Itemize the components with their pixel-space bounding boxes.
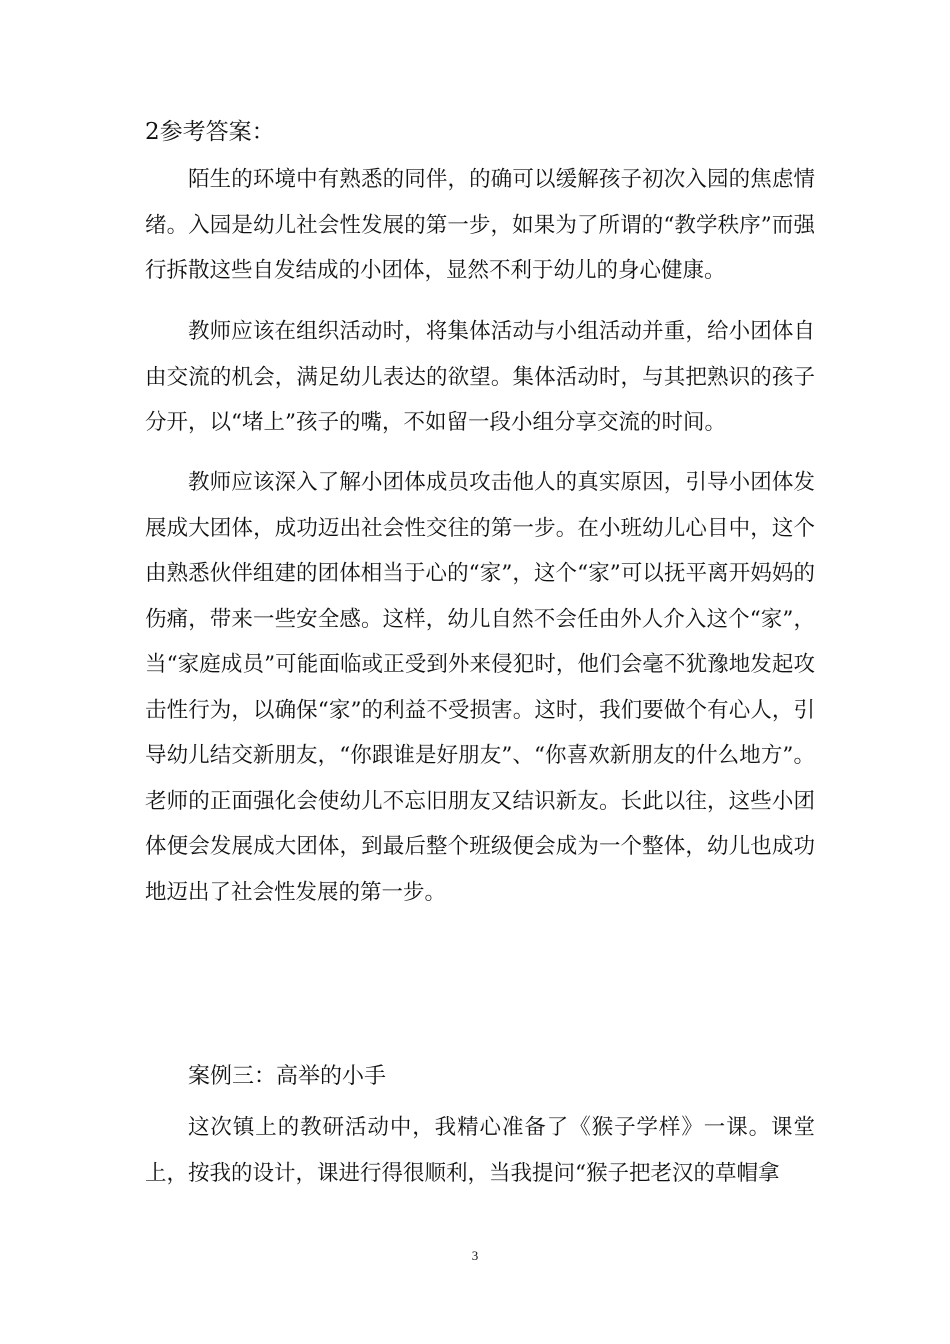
case-title: 案例三：高举的小手 [188, 1064, 387, 1089]
answer-paragraph-1: 陌生的环境中有熟悉的同伴，的确可以缓解孩子初次入园的焦虑情绪。入园是幼儿社会性发展的第一步，如果为了所谓的“教学秩序”而强行拆散这些自发结成的小团体，显然不利于幼儿的身心健康。 [145, 167, 815, 283]
answer-paragraph-2: 教师应该在组织活动时，将集体活动与小组活动并重，给小团体自由交流的机会，满足幼儿表达的欲望。集体活动时，与其把熟识的孩子分开，以“堵上”孩子的嘴，不如留一段小组分享交流的时间。 [145, 319, 815, 435]
answer-paragraph-3: 教师应该深入了解小团体成员攻击他人的真实原因，引导小团体发展成大团体，成功迈出社会性交往的第一步。在小班幼儿心目中，这个由熟悉伙伴组建的团体相当于心的“家”，这个“家”可以抚平离开妈妈的伤痛，带来一些安全感。这样，幼儿自然不会任由外人介入这个“家”，当“家庭成员”可能面临或正受到外来侵犯时，他们会毫不犹豫地发起攻击性行为，以确保“家”的利益不受损害。这时，我们要做个有心人，引导幼儿结交新朋友，“你跟谁是好朋友”、“你喜欢新朋友的什么地方”。老师的正面强化会使幼儿不忘旧朋友又结识新友。长此以往，这些小团体便会发展成大团体，到最后整个班级便会成为一个整体，幼儿也成功地迈出了社会性发展的第一步。 [145, 470, 815, 905]
case-paragraph: 这次镇上的教研活动中，我精心准备了《猴子学样》一课。课堂上，按我的设计，课进行得很顺利，当我提问“猴子把老汉的草帽拿 [145, 1115, 815, 1186]
section-heading: 2参考答案： [145, 119, 275, 145]
page-number: 3 [471, 1248, 479, 1263]
